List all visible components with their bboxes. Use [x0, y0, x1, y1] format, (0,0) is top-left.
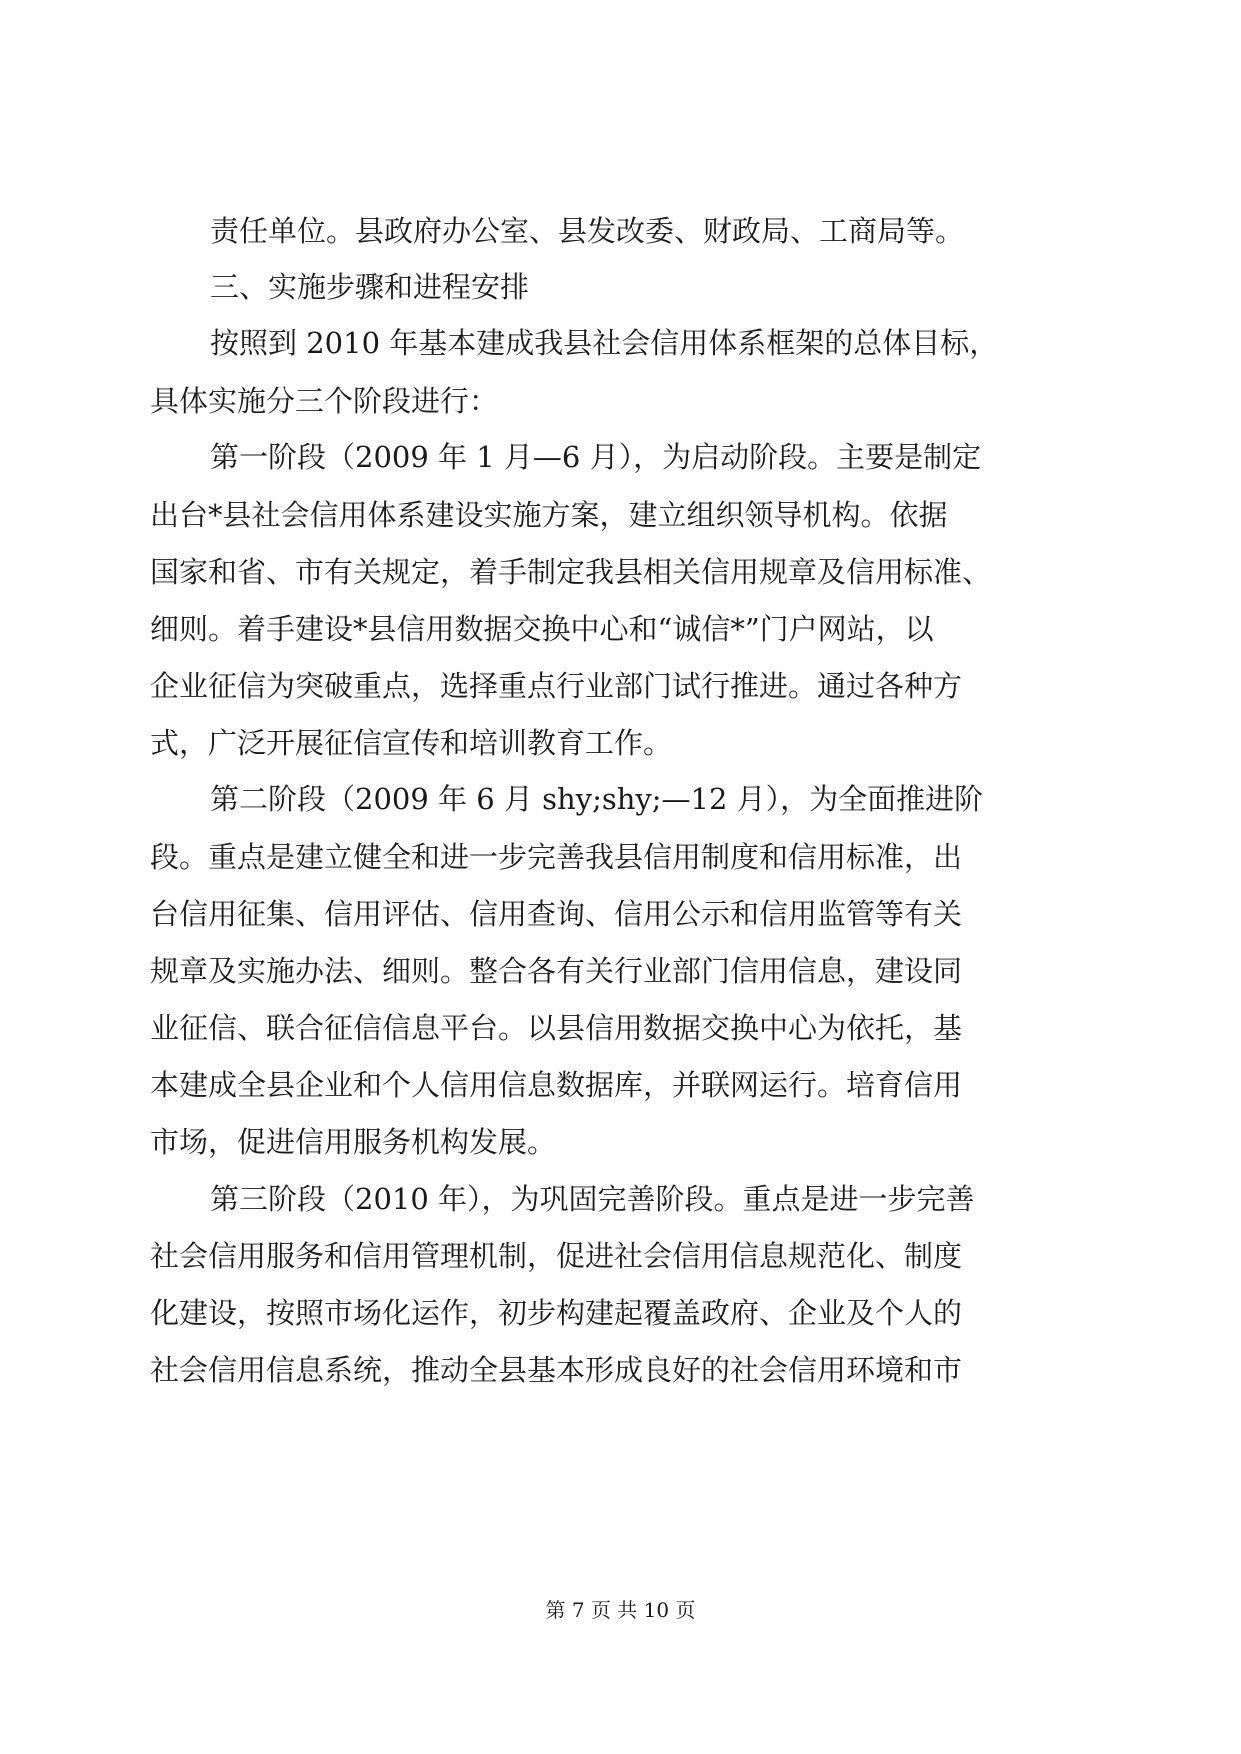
body-line-21: 社会信用信息系统，推动全县基本形成良好的社会信用环境和市	[150, 1353, 963, 1387]
body-line-11: 第二阶段（2009 年 6 月 shy;shy;—12 月），为全面推进阶	[210, 782, 984, 816]
page-number-footer: 第 7 页 共 10 页	[545, 1598, 696, 1622]
body-line-12: 段。重点是建立健全和进一步完善我县信用制度和信用标准，出	[150, 840, 963, 874]
body-line-18: 第三阶段（2010 年），为巩固完善阶段。重点是进一步完善	[210, 1182, 975, 1216]
body-line-20: 化建设，按照市场化运作，初步构建起覆盖政府、企业及个人的	[150, 1296, 963, 1330]
body-line-19: 社会信用服务和信用管理机制，促进社会信用信息规范化、制度	[150, 1239, 963, 1273]
body-line-13: 台信用征集、信用评估、信用查询、信用公示和信用监管等有关	[150, 897, 963, 931]
body-line-10: 式，广泛开展征信宣传和培训教育工作。	[150, 726, 673, 760]
body-line-8: 细则。着手建设*县信用数据交换中心和“诚信*”门户网站，以	[150, 612, 934, 646]
section-heading: 三、实施步骤和进程安排	[210, 270, 530, 304]
body-line-17: 市场，促进信用服务机构发展。	[150, 1125, 557, 1159]
body-line-1: 责任单位。县政府办公室、县发改委、财政局、工商局等。	[210, 214, 965, 248]
body-line-6: 出台*县社会信用体系建设实施方案，建立组织领导机构。依据	[150, 498, 948, 532]
body-line-15: 业征信、联合征信信息平台。以县信用数据交换中心为依托，基	[150, 1011, 963, 1045]
body-line-3: 按照到 2010 年基本建成我县社会信用体系框架的总体目标，	[210, 326, 999, 360]
body-line-9: 企业征信为突破重点，选择重点行业部门试行推进。通过各种方	[150, 669, 963, 703]
body-line-14: 规章及实施办法、细则。整合各有关行业部门信用信息，建设同	[150, 954, 963, 988]
body-line-7: 国家和省、市有关规定，着手制定我县相关信用规章及信用标准、	[150, 555, 992, 589]
body-line-5: 第一阶段（2009 年 1 月—6 月），为启动阶段。主要是制定	[210, 440, 982, 474]
body-line-4: 具体实施分三个阶段进行：	[150, 384, 499, 418]
body-line-16: 本建成全县企业和个人信用信息数据库，并联网运行。培育信用	[150, 1068, 963, 1102]
